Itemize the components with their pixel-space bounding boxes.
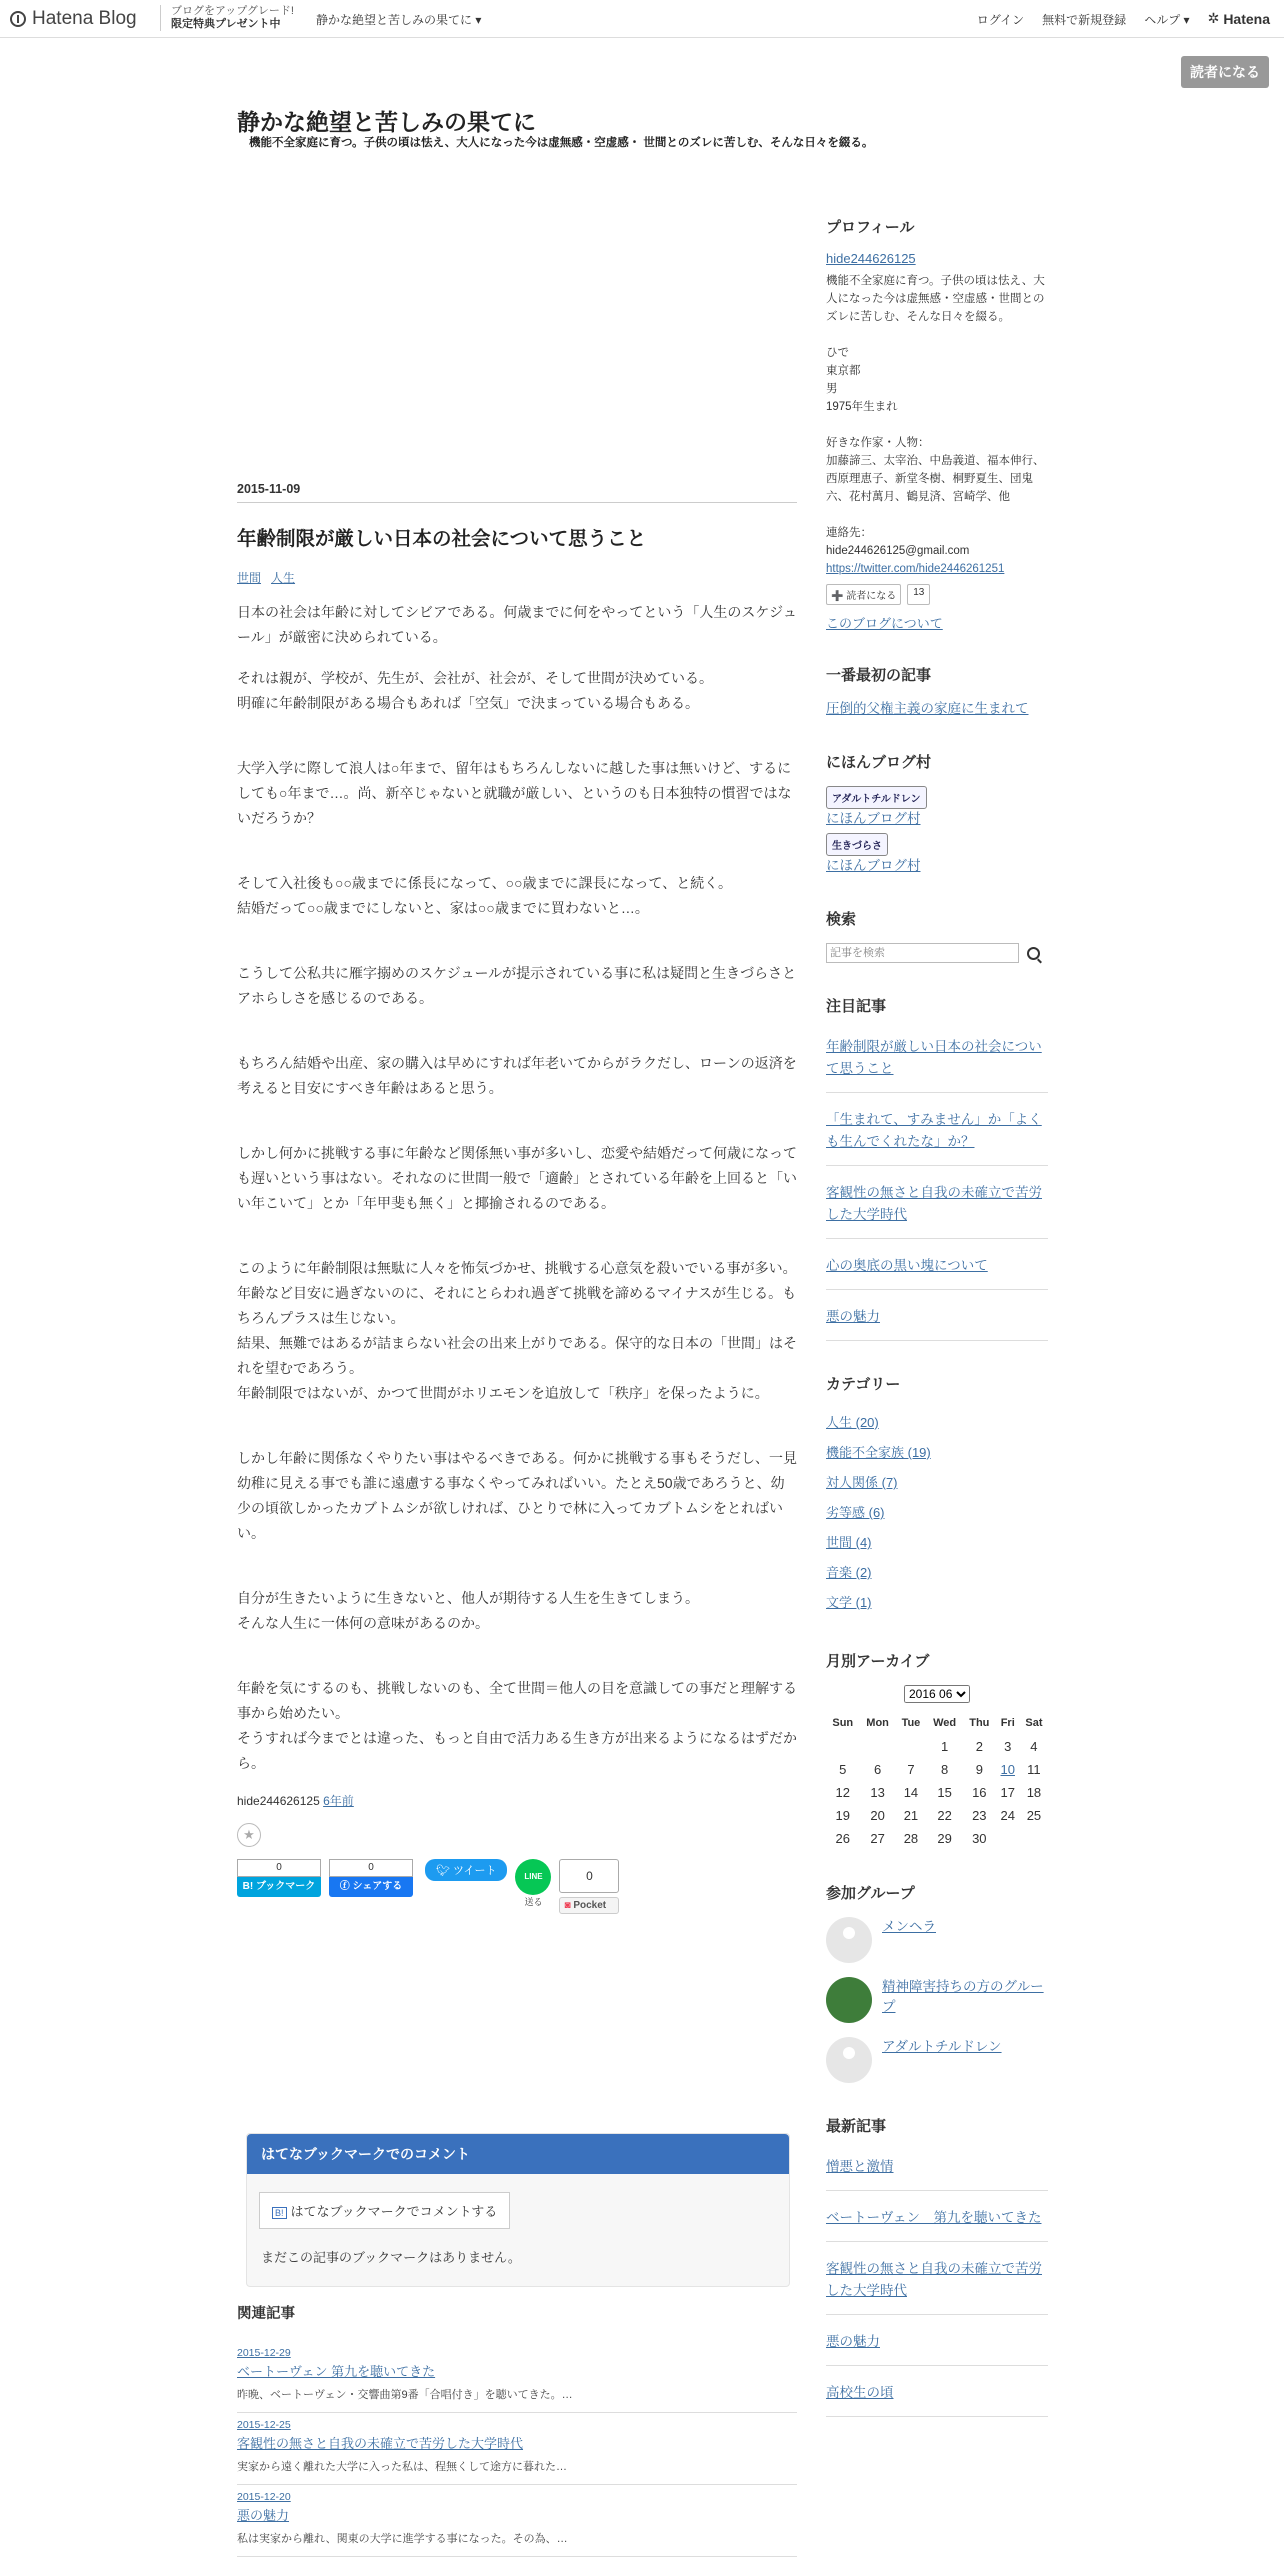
add-star-icon[interactable]: ★	[237, 1823, 261, 1847]
nihon-blog-link[interactable]: にほんブログ村	[826, 811, 921, 826]
profile-text	[826, 272, 1048, 578]
group-name[interactable]: 精神障害持ちの方のグループ	[882, 1979, 1044, 2014]
hatena-bookmark-label: B! ブックマーク	[237, 1877, 321, 1897]
promo-line-2: 限定特典プレゼント中	[171, 18, 281, 30]
calendar-weekday: Mon	[866, 1717, 889, 1729]
archive-module	[826, 1650, 1048, 1850]
search-module	[826, 908, 1048, 963]
sidebar	[826, 216, 1048, 2449]
first-entry-link[interactable]: 圧倒的父権主義の家庭に生まれて	[826, 701, 1029, 716]
entry	[237, 482, 797, 1914]
hatena-top-bar	[0, 0, 1284, 38]
facebook-share[interactable]	[329, 1859, 413, 1897]
calendar-day[interactable]: 10	[1000, 1762, 1015, 1777]
entry-categories	[237, 569, 797, 586]
subscriber-count: 13	[907, 584, 930, 605]
group-avatar-icon	[826, 1917, 872, 1963]
tweet-button[interactable]	[425, 1859, 507, 1881]
pocket-button	[559, 1897, 619, 1914]
entry-category-link[interactable]: 人生	[271, 571, 296, 585]
entry-category-link[interactable]: 世間	[237, 571, 262, 585]
calendar-day: 23	[972, 1808, 987, 1823]
calendar-day	[996, 1827, 1020, 1850]
calendar-day: 13	[870, 1785, 885, 1800]
tweet-label: ツイート	[453, 1865, 497, 1877]
group-item[interactable]	[826, 2037, 1048, 2083]
group-item[interactable]	[826, 1977, 1048, 2023]
calendar-day: 15	[937, 1785, 952, 1800]
calendar-day: 11	[1027, 1762, 1041, 1777]
facebook-share-text: シェアする	[352, 1881, 403, 1892]
calendar-day: 19	[835, 1808, 850, 1823]
profile-username[interactable]: hide244626125	[826, 251, 916, 266]
calendar-week	[826, 1781, 1048, 1804]
recent-item[interactable]: 高校生の頃	[826, 2376, 1048, 2417]
calendar-day: 8	[940, 1762, 949, 1777]
category-link[interactable]: 機能不全家族 (19)	[826, 1445, 931, 1460]
related-excerpt: 昨晩、ベートーヴェン・交響曲第9番「合唱付き」を聴いてきた。…	[237, 2389, 573, 2401]
entry-paragraph: もちろん結婚や出産、家の購入は早めにすれば年老いてからがラクだし、ローンの返済を考えると目安にすべき年齢はあると思う。	[237, 1055, 797, 1096]
entry-author[interactable]: hide244626125	[237, 1794, 320, 1808]
groups-module	[826, 1882, 1048, 2083]
entry-paragraph: 年齢を気にするのも、挑戦しないのも、全て世間＝他人の目を意識しての事だと理解する事から始めたい。 そうすれば今までとは違った、もっと自由で活力ある生き方が出来るようになるはずだから。	[237, 1680, 797, 1771]
facebook-share-label	[329, 1877, 413, 1897]
profile-gender: 男	[826, 383, 838, 395]
calendar-day: 27	[870, 1831, 885, 1846]
pocket-icon: ◙	[564, 1900, 571, 1911]
archive-month-select[interactable]	[904, 1685, 970, 1703]
related-date[interactable]: 2015-12-29	[237, 2347, 291, 2359]
calendar-day	[1020, 1827, 1048, 1850]
recent-module	[826, 2115, 1048, 2417]
related-excerpt: 私は実家から離れ、関東の大学に進学する事になった。その為、…	[237, 2533, 568, 2545]
help-menu[interactable]	[1144, 11, 1189, 28]
search-input[interactable]: 記事を検索	[826, 943, 1019, 963]
line-icon: LINE	[515, 1859, 551, 1895]
nihon-blog-link[interactable]: にほんブログ村	[826, 858, 921, 873]
blog-menu[interactable]	[316, 11, 481, 28]
twitter-icon: 🐦︎	[436, 1865, 450, 1877]
related-title[interactable]: 客観性の無さと自我の未確立で苦労した大学時代	[237, 2436, 524, 2451]
share-buttons	[237, 1859, 797, 1914]
pocket-share[interactable]	[559, 1859, 619, 1914]
recent-item[interactable]: 憎悪と激情	[826, 2150, 1048, 2191]
ikizurasa-banner[interactable]: 生きづらさ	[826, 833, 888, 856]
related-excerpt: 実家から遠く離れた大学に入った私は、程無くして途方に暮れた…	[237, 2461, 567, 2473]
hatena-link[interactable]	[1208, 9, 1270, 28]
entry-body	[237, 600, 797, 1776]
help-label: ヘルプ	[1144, 13, 1181, 27]
pocket-count: 0	[559, 1859, 619, 1893]
profile-born: 1975年生まれ	[826, 401, 898, 413]
featured-item[interactable]: 年齢制限が厳しい日本の社会について思うこと	[826, 1030, 1048, 1093]
group-item[interactable]	[826, 1917, 1048, 1963]
calendar-week	[826, 1804, 1048, 1827]
profile-location: 東京都	[826, 365, 861, 377]
related-heading: 関連記事	[237, 2306, 295, 2322]
categories-module	[826, 1373, 1048, 1618]
login-link[interactable]: ログイン	[976, 13, 1025, 27]
calendar-day: 4	[1030, 1739, 1038, 1754]
calendar-weekday: Wed	[933, 1717, 957, 1729]
calendar-day: 25	[1026, 1808, 1042, 1823]
entry-paragraph: しかし何かに挑戦する事に年齢など関係無い事が多いし、恋愛や結婚だって何歳になっても遅いという事はない。それなのに世間一般で「適齢」とされている年齢を上回ると「いい年こいて」とか「年甲斐も無く」と揶揄されるのである。	[237, 1145, 797, 1211]
hatena-gear-icon: ✲	[1207, 10, 1220, 26]
entry-paragraph: 自分が生きたいように生きないと、他人が期待する人生を生きてしまう。 そんな人生に一体何の意味があるのか。	[237, 1590, 699, 1631]
related-item[interactable]	[237, 2341, 797, 2413]
featured-item[interactable]: 心の奥底の黒い塊について	[826, 1249, 1048, 1290]
comment-button-label: はてなブックマークでコメントする	[290, 2204, 498, 2219]
hatena-comments-header: はてなブックマークでのコメント	[247, 2134, 789, 2174]
about-blog-link[interactable]: このブログについて	[826, 616, 943, 631]
first-entry-module	[826, 664, 1048, 719]
calendar-day: 1	[940, 1739, 949, 1754]
calendar-day: 26	[835, 1831, 850, 1846]
calendar-weekday: Fri	[1000, 1717, 1015, 1729]
nihon-blog-module	[826, 751, 1048, 876]
group-avatar-icon	[826, 2037, 872, 2083]
profile-fav: 加藤諦三、太宰治、中島義道、福本伸行、西原理恵子、新堂冬樹、桐野夏生、団鬼六、花村萬月、鶴見済、宮崎学、他	[826, 455, 1045, 503]
archive-heading: 月別アーカイブ	[826, 1653, 930, 1670]
featured-item[interactable]: 客観性の無さと自我の未確立で苦労した大学時代	[826, 1176, 1048, 1239]
profile-name: ひで	[826, 347, 849, 359]
calendar-day	[896, 1735, 927, 1758]
featured-module	[826, 995, 1048, 1341]
adult-children-banner[interactable]: アダルトチルドレン	[826, 786, 927, 809]
hatena-bookmark-icon: B!	[272, 2207, 287, 2219]
facebook-share-count: 0	[329, 1859, 413, 1877]
signup-link[interactable]: 無料で新規登録	[1042, 13, 1127, 27]
profile-heading: プロフィール	[826, 219, 915, 236]
entry-paragraph: 日本の社会は年齢に対してシビアである。何歳までに何をやってという「人生のスケジュール」が厳密に決められている。	[237, 604, 797, 645]
calendar-day	[860, 1735, 896, 1758]
calendar-day: 24	[1000, 1808, 1015, 1823]
calendar-day: 17	[1000, 1785, 1015, 1800]
groups-heading: 参加グループ	[826, 1885, 915, 1902]
calendar-day: 14	[903, 1785, 919, 1800]
no-bookmarks-message: まだこの記事のブックマークはありません。	[261, 2250, 521, 2265]
related-date[interactable]: 2015-12-20	[237, 2491, 291, 2503]
caret-down-icon: ▾	[1183, 13, 1190, 27]
calendar-weekday: Tue	[901, 1717, 921, 1729]
entry-paragraph: こうして公私共に雁字搦めのスケジュールが提示されている事に私は疑問と生きづらさとアホらしさを感じるのである。	[237, 965, 797, 1006]
entry-date[interactable]: 2015-11-09	[237, 482, 797, 503]
calendar-day: 20	[870, 1808, 885, 1823]
calendar-day: 3	[1004, 1739, 1012, 1754]
search-heading: 検索	[826, 911, 857, 928]
blog-title[interactable]: 静かな絶望と苦しみの果てに	[237, 109, 536, 135]
profile-contact-heading: 連絡先：	[826, 527, 872, 539]
hatena-bookmark-share[interactable]	[237, 1859, 321, 1897]
calendar-day: 2	[975, 1739, 983, 1754]
plus-icon: ➕	[831, 591, 844, 602]
profile-subscribe	[826, 584, 1048, 605]
facebook-icon: ⓕ	[339, 1881, 350, 1892]
recent-item[interactable]: ベートーヴェン 第九を聴いてきた	[826, 2201, 1048, 2242]
comment-with-bookmark-button[interactable]	[259, 2192, 510, 2229]
entry-permalink[interactable]: 6年前	[323, 1794, 354, 1808]
entry-footer	[237, 1792, 797, 1809]
calendar-day: 16	[972, 1785, 987, 1800]
entry-paragraph: そして入社後も○○歳までに係長になって、○○歳までに課長になって、と続く。 結婚だって○○歳までにしないと、家は○○歳までに買わないと…。	[237, 875, 732, 916]
entry-paragraph: このように年齢制限は無駄に人々を怖気づかせ、挑戦する心意気を殺いでいる事が多い。年齢など目安に過ぎないのに、それにとらわれ過ぎて挑戦を諦めるマイナスが生じる。もちろんプラスは生じない。 結果、無難ではあるが詰まらない社会の出来上がりである。保守的な日本の「世間」はそれを望むであろう。 年齢制限ではないが、かつて世間がホリエモンを追放して「秩序」を保ったように。	[237, 1260, 797, 1401]
entry-paragraph: それは親が、学校が、先生が、会社が、社会が、そして世間が決めている。 明確に年齢制限がある場合もあれば「空気」で決まっている場合もある。	[237, 670, 713, 711]
subscribe-button[interactable]: 読者になる	[1181, 56, 1269, 88]
entry-paragraph: しかし年齢に関係なくやりたい事はやるべきである。何かに挑戦する事もそうだし、一見幼稚に見える事でも誰に遠慮する事なくやってみればいい。たとえ50歳であろうと、幼少の頃欲しかったカブトムシが欲しければ、ひとりで林に入ってカブトムシをとればいい。	[237, 1450, 797, 1541]
featured-item[interactable]: 悪の魅力	[826, 1300, 1048, 1341]
hatena-bookmark-comments	[246, 2133, 790, 2287]
calendar-weekday: Thu	[969, 1717, 990, 1729]
line-share-label: 送る	[524, 1897, 543, 1907]
featured-item[interactable]: 「生まれて、すみません」か「よくも生んでくれたな」か？	[826, 1103, 1048, 1166]
related-title[interactable]: 悪の魅力	[237, 2508, 290, 2523]
calendar-week	[826, 1827, 1048, 1850]
hatena-blog-logo[interactable]	[10, 8, 137, 30]
pocket-label: Pocket	[573, 1900, 607, 1911]
nihon-blog-heading: にほんブログ村	[826, 754, 932, 771]
calendar-weekday: Sun	[832, 1717, 854, 1729]
calendar-day: 12	[835, 1785, 850, 1800]
calendar-day	[826, 1735, 860, 1758]
promo-line-1: ブログをアップグレード!	[171, 5, 294, 17]
category-link[interactable]: 対人関係 (7)	[826, 1475, 898, 1490]
profile-email: hide244626125@gmail.com	[826, 545, 970, 557]
profile-module	[826, 216, 1048, 632]
profile-subscribe-label: 読者になる	[846, 591, 897, 602]
category-link[interactable]: 劣等感 (6)	[826, 1505, 885, 1520]
calendar-day: 28	[903, 1831, 919, 1846]
calendar-day: 22	[937, 1808, 952, 1823]
caret-down-icon: ▾	[475, 13, 482, 27]
hatena-bookmark-count: 0	[237, 1859, 321, 1877]
group-name[interactable]: アダルトチルドレン	[882, 2039, 1002, 2054]
related-item[interactable]	[237, 2413, 797, 2485]
calendar-day: 7	[907, 1762, 915, 1777]
related-title[interactable]: ベートーヴェン 第九を聴いてきた	[237, 2364, 436, 2379]
hatena-blog-logo-text: Hatena Blog	[32, 8, 137, 29]
recent-item[interactable]: 悪の魅力	[826, 2325, 1048, 2366]
recent-heading: 最新記事	[826, 2118, 887, 2135]
categories-heading: カテゴリー	[826, 1376, 901, 1393]
related-date[interactable]: 2015-12-25	[237, 2419, 291, 2431]
first-entry-heading: 一番最初の記事	[826, 667, 932, 684]
calendar-day: 9	[975, 1762, 983, 1777]
hatena-logo-icon	[10, 11, 26, 27]
blog-description: 機能不全家庭に育つ。子供の頃は怯え、大人になった今は虚無感・空虚感・ 世間とのズレに苦しむ、そんな日々を綴る。	[249, 137, 874, 149]
profile-subscribe-button[interactable]	[826, 584, 901, 605]
category-link[interactable]: 音楽 (2)	[826, 1565, 872, 1580]
calendar-weekday: Sat	[1025, 1717, 1043, 1729]
group-name[interactable]: メンヘラ	[882, 1919, 936, 1934]
featured-heading: 注目記事	[826, 998, 887, 1015]
related-entries	[237, 2302, 797, 2557]
group-avatar-icon	[826, 1977, 872, 2023]
profile-fav-heading: 好きな作家・人物：	[826, 437, 930, 449]
blog-menu-label: 静かな絶望と苦しみの果てに	[316, 13, 473, 27]
category-link[interactable]: 世間 (4)	[826, 1535, 872, 1550]
calendar-day: 5	[839, 1762, 847, 1777]
entry-title[interactable]: 年齢制限が厳しい日本の社会について思うこと	[237, 528, 647, 550]
search-icon[interactable]	[1027, 947, 1040, 960]
recent-item[interactable]: 客観性の無さと自我の未確立で苦労した大学時代	[826, 2252, 1048, 2315]
calendar-day: 21	[903, 1808, 919, 1823]
category-link[interactable]: 人生 (20)	[826, 1415, 879, 1430]
calendar-day: 29	[937, 1831, 952, 1846]
profile-twitter-link[interactable]: https://twitter.com/hide2446261251	[826, 563, 1005, 575]
related-item[interactable]	[237, 2485, 797, 2557]
entry-paragraph: 大学入学に際して浪人は○年まで、留年はもちろんしないに越した事は無いけど、するにしても○年まで…。尚、新卒じゃないと就職が厳しい、というのも日本独特の慣習ではないだろうか？	[237, 760, 792, 826]
calendar-week	[826, 1758, 1048, 1781]
profile-bio: 機能不全家庭に育つ。子供の頃は怯え、大人になった今は虚無感・空虚感・世間とのズレに苦しむ、そんな日々を綴る。	[826, 275, 1045, 323]
upgrade-promo[interactable]	[160, 5, 294, 31]
category-link[interactable]: 文学 (1)	[826, 1595, 872, 1610]
hatena-label: Hatena	[1223, 10, 1270, 27]
calendar-day: 6	[873, 1762, 882, 1777]
calendar-week	[826, 1735, 1048, 1758]
calendar-day: 18	[1026, 1785, 1042, 1800]
line-share[interactable]	[515, 1859, 551, 1908]
calendar-day: 30	[972, 1831, 987, 1846]
archive-calendar	[826, 1711, 1048, 1850]
